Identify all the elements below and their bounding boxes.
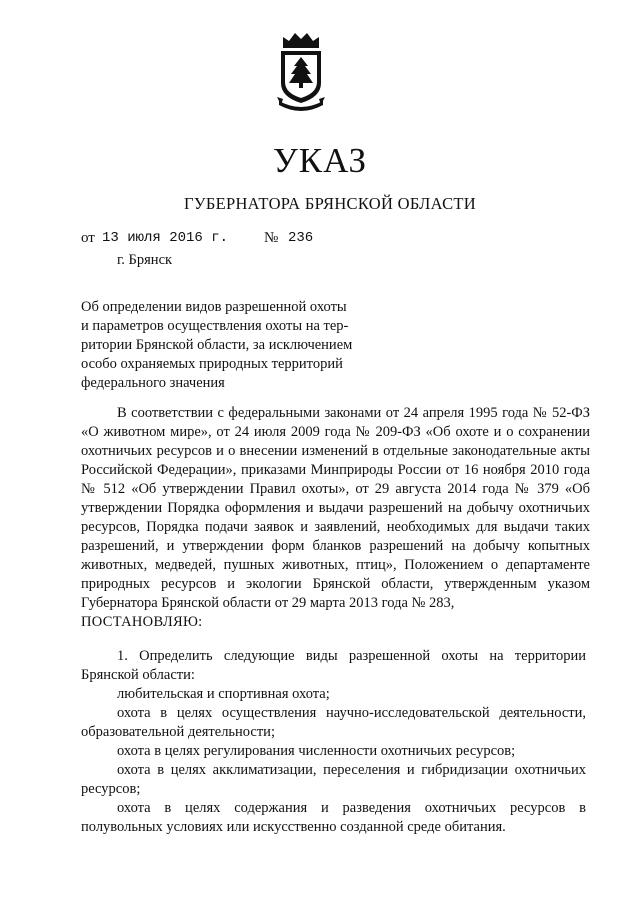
subject-line: федерального значения	[81, 375, 225, 391]
subject-line: ритории Брянской области, за исключением	[81, 337, 353, 353]
document-title: УКАЗ	[272, 141, 368, 180]
decree-item: любительская и спортивная охота;	[117, 686, 330, 702]
subject-line: и параметров осуществления охоты на тер-	[81, 318, 349, 334]
decree-item: охота в целях осуществления научно-исследовательской деятельности, образовательной деятельности;	[81, 705, 586, 740]
subject-line: особо охраняемых природных территорий	[81, 356, 343, 372]
subject-line: Об определении видов разрешенной охоты	[81, 299, 347, 315]
document-issuer: ГУБЕРНАТОРА БРЯНСКОЙ ОБЛАСТИ	[184, 194, 476, 213]
document-subject	[81, 298, 381, 393]
number-prefix: №	[264, 230, 279, 246]
decree-item: охота в целях содержания и разведения охотничьих ресурсов в полувольных условиях или искусственно созданной среде обитания.	[81, 800, 586, 835]
decree-keyword: ПОСТАНОВЛЯЮ:	[81, 614, 203, 630]
decree-items	[81, 647, 586, 837]
document-city: г. Брянск	[117, 252, 173, 268]
date-prefix: от	[81, 230, 95, 246]
decree-item: охота в целях акклиматизации, переселения и гибридизации охотничьих ресурсов;	[81, 762, 586, 797]
decree-item: 1. Определить следующие виды разрешенной охоты на территории Брянской области:	[81, 648, 586, 683]
document-preamble-block	[81, 404, 590, 632]
preamble-paragraph: В соответствии с федеральными законами от 24 апреля 1995 года № 52-ФЗ «О животном мире», от 24 июля 2009 года № 209-ФЗ «Об охоте и о сохранении охотничьих ресурсов и о внесении изменений в отдельные законодательные акты Российской Федерации», приказами Минприроды России от 16 ноября 2010 года № 512 «Об утверждении Правил охоты», от 29 августа 2014 года № 379 «Об утверждении Порядка оформления и выдачи разрешений на добычу охотничьих ресурсов, Порядка подачи заявок и заявлений, необходимых для выдачи таких разрешений, и утверждении форм бланков разрешений на добычу копытных животных, медведей, пушных животных, птиц», Положением о департаменте природных ресурсов и экологии Брянской области, утвержденным указом Губернатора Брянской области от 29 марта 2013 года № 283,	[81, 405, 590, 611]
document-number: 236	[288, 230, 314, 246]
document-date: 13 июля 2016 г.	[102, 230, 229, 246]
decree-item: охота в целях регулирования численности охотничьих ресурсов;	[117, 743, 516, 759]
bryansk-coat-of-arms-icon	[277, 31, 325, 115]
